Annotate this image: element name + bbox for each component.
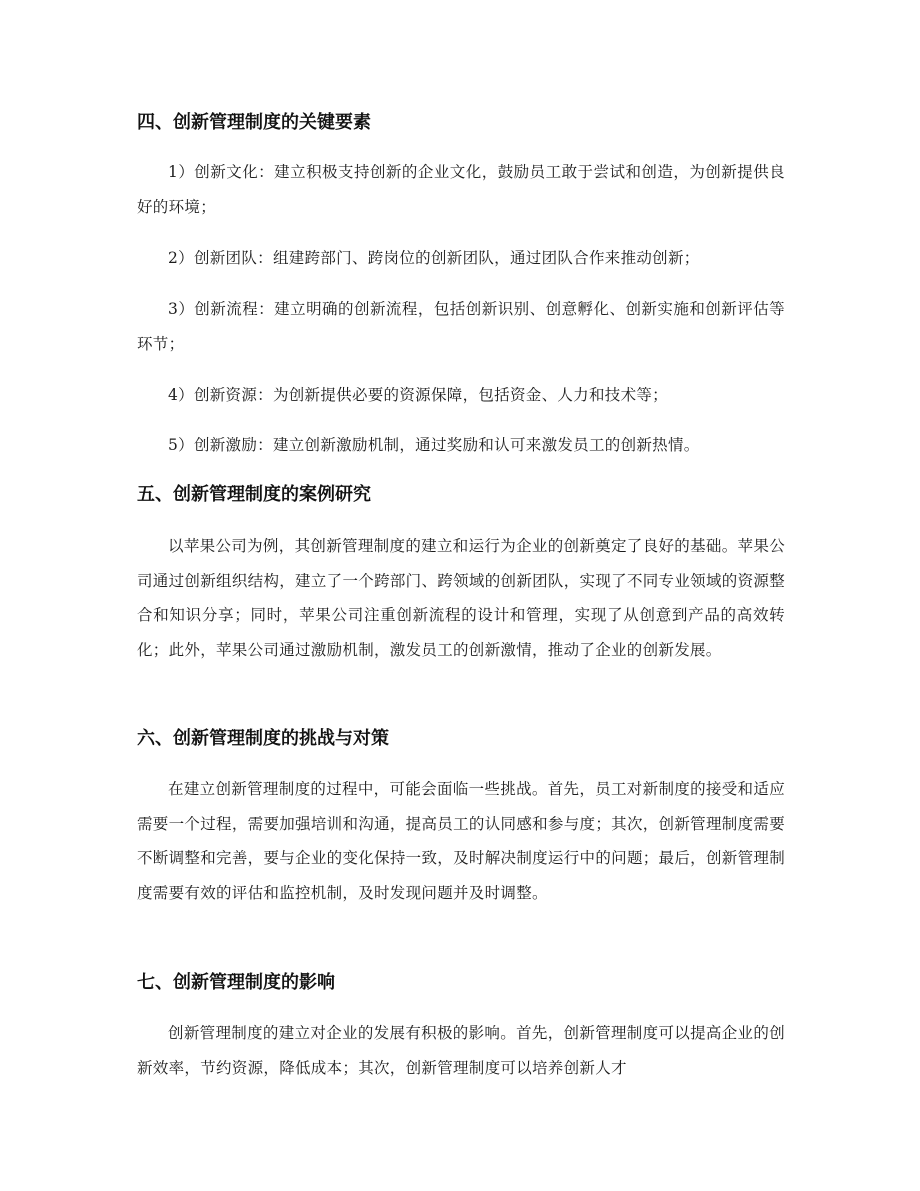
case-study-paragraph: 以苹果公司为例，其创新管理制度的建立和运行为企业的创新奠定了良好的基础。苹果公司通过创新组织结构，建立了一个跨部门、跨领域的创新团队，实现了不同专业领域的资源整合和知识分享；同时，苹果公司注重创新流程的设计和管理，实现了从创意到产品的高效转化；此外，苹果公司通过激励机制，激发员工的创新激情，推动了企业的创新发展。 bbox=[137, 537, 785, 659]
section-heading-6: 六、创新管理制度的挑战与对策 bbox=[137, 728, 389, 749]
list-item-innovation-resources: 4）创新资源：为创新提供必要的资源保障，包括资金、人力和技术等； bbox=[168, 386, 668, 404]
section-heading-5: 五、创新管理制度的案例研究 bbox=[137, 484, 371, 505]
section-heading-4: 四、创新管理制度的关键要素 bbox=[137, 112, 371, 133]
section-heading-7: 七、创新管理制度的影响 bbox=[137, 972, 335, 993]
list-item-innovation-culture: 1）创新文化：建立积极支持创新的企业文化，鼓励员工敢于尝试和创造，为创新提供良好的环境； bbox=[137, 163, 785, 216]
list-item-innovation-team: 2）创新团队：组建跨部门、跨岗位的创新团队，通过团队合作来推动创新； bbox=[168, 249, 700, 267]
list-item-innovation-incentives: 5）创新激励：建立创新激励机制，通过奖励和认可来激发员工的创新热情。 bbox=[168, 436, 700, 454]
challenges-paragraph: 在建立创新管理制度的过程中，可能会面临一些挑战。首先，员工对新制度的接受和适应需要一个过程，需要加强培训和沟通，提高员工的认同感和参与度；其次，创新管理制度需要不断调整和完善，要与企业的变化保持一致，及时解决制度运行中的问题；最后，创新管理制度需要有效的评估和监控机制，及时发现问题并及时调整。 bbox=[137, 780, 785, 902]
list-item-innovation-process: 3）创新流程：建立明确的创新流程，包括创新识别、创意孵化、创新实施和创新评估等环节； bbox=[137, 300, 785, 353]
impact-paragraph: 创新管理制度的建立对企业的发展有积极的影响。首先，创新管理制度可以提高企业的创新效率，节约资源，降低成本；其次，创新管理制度可以培养创新人才 bbox=[137, 1024, 785, 1077]
